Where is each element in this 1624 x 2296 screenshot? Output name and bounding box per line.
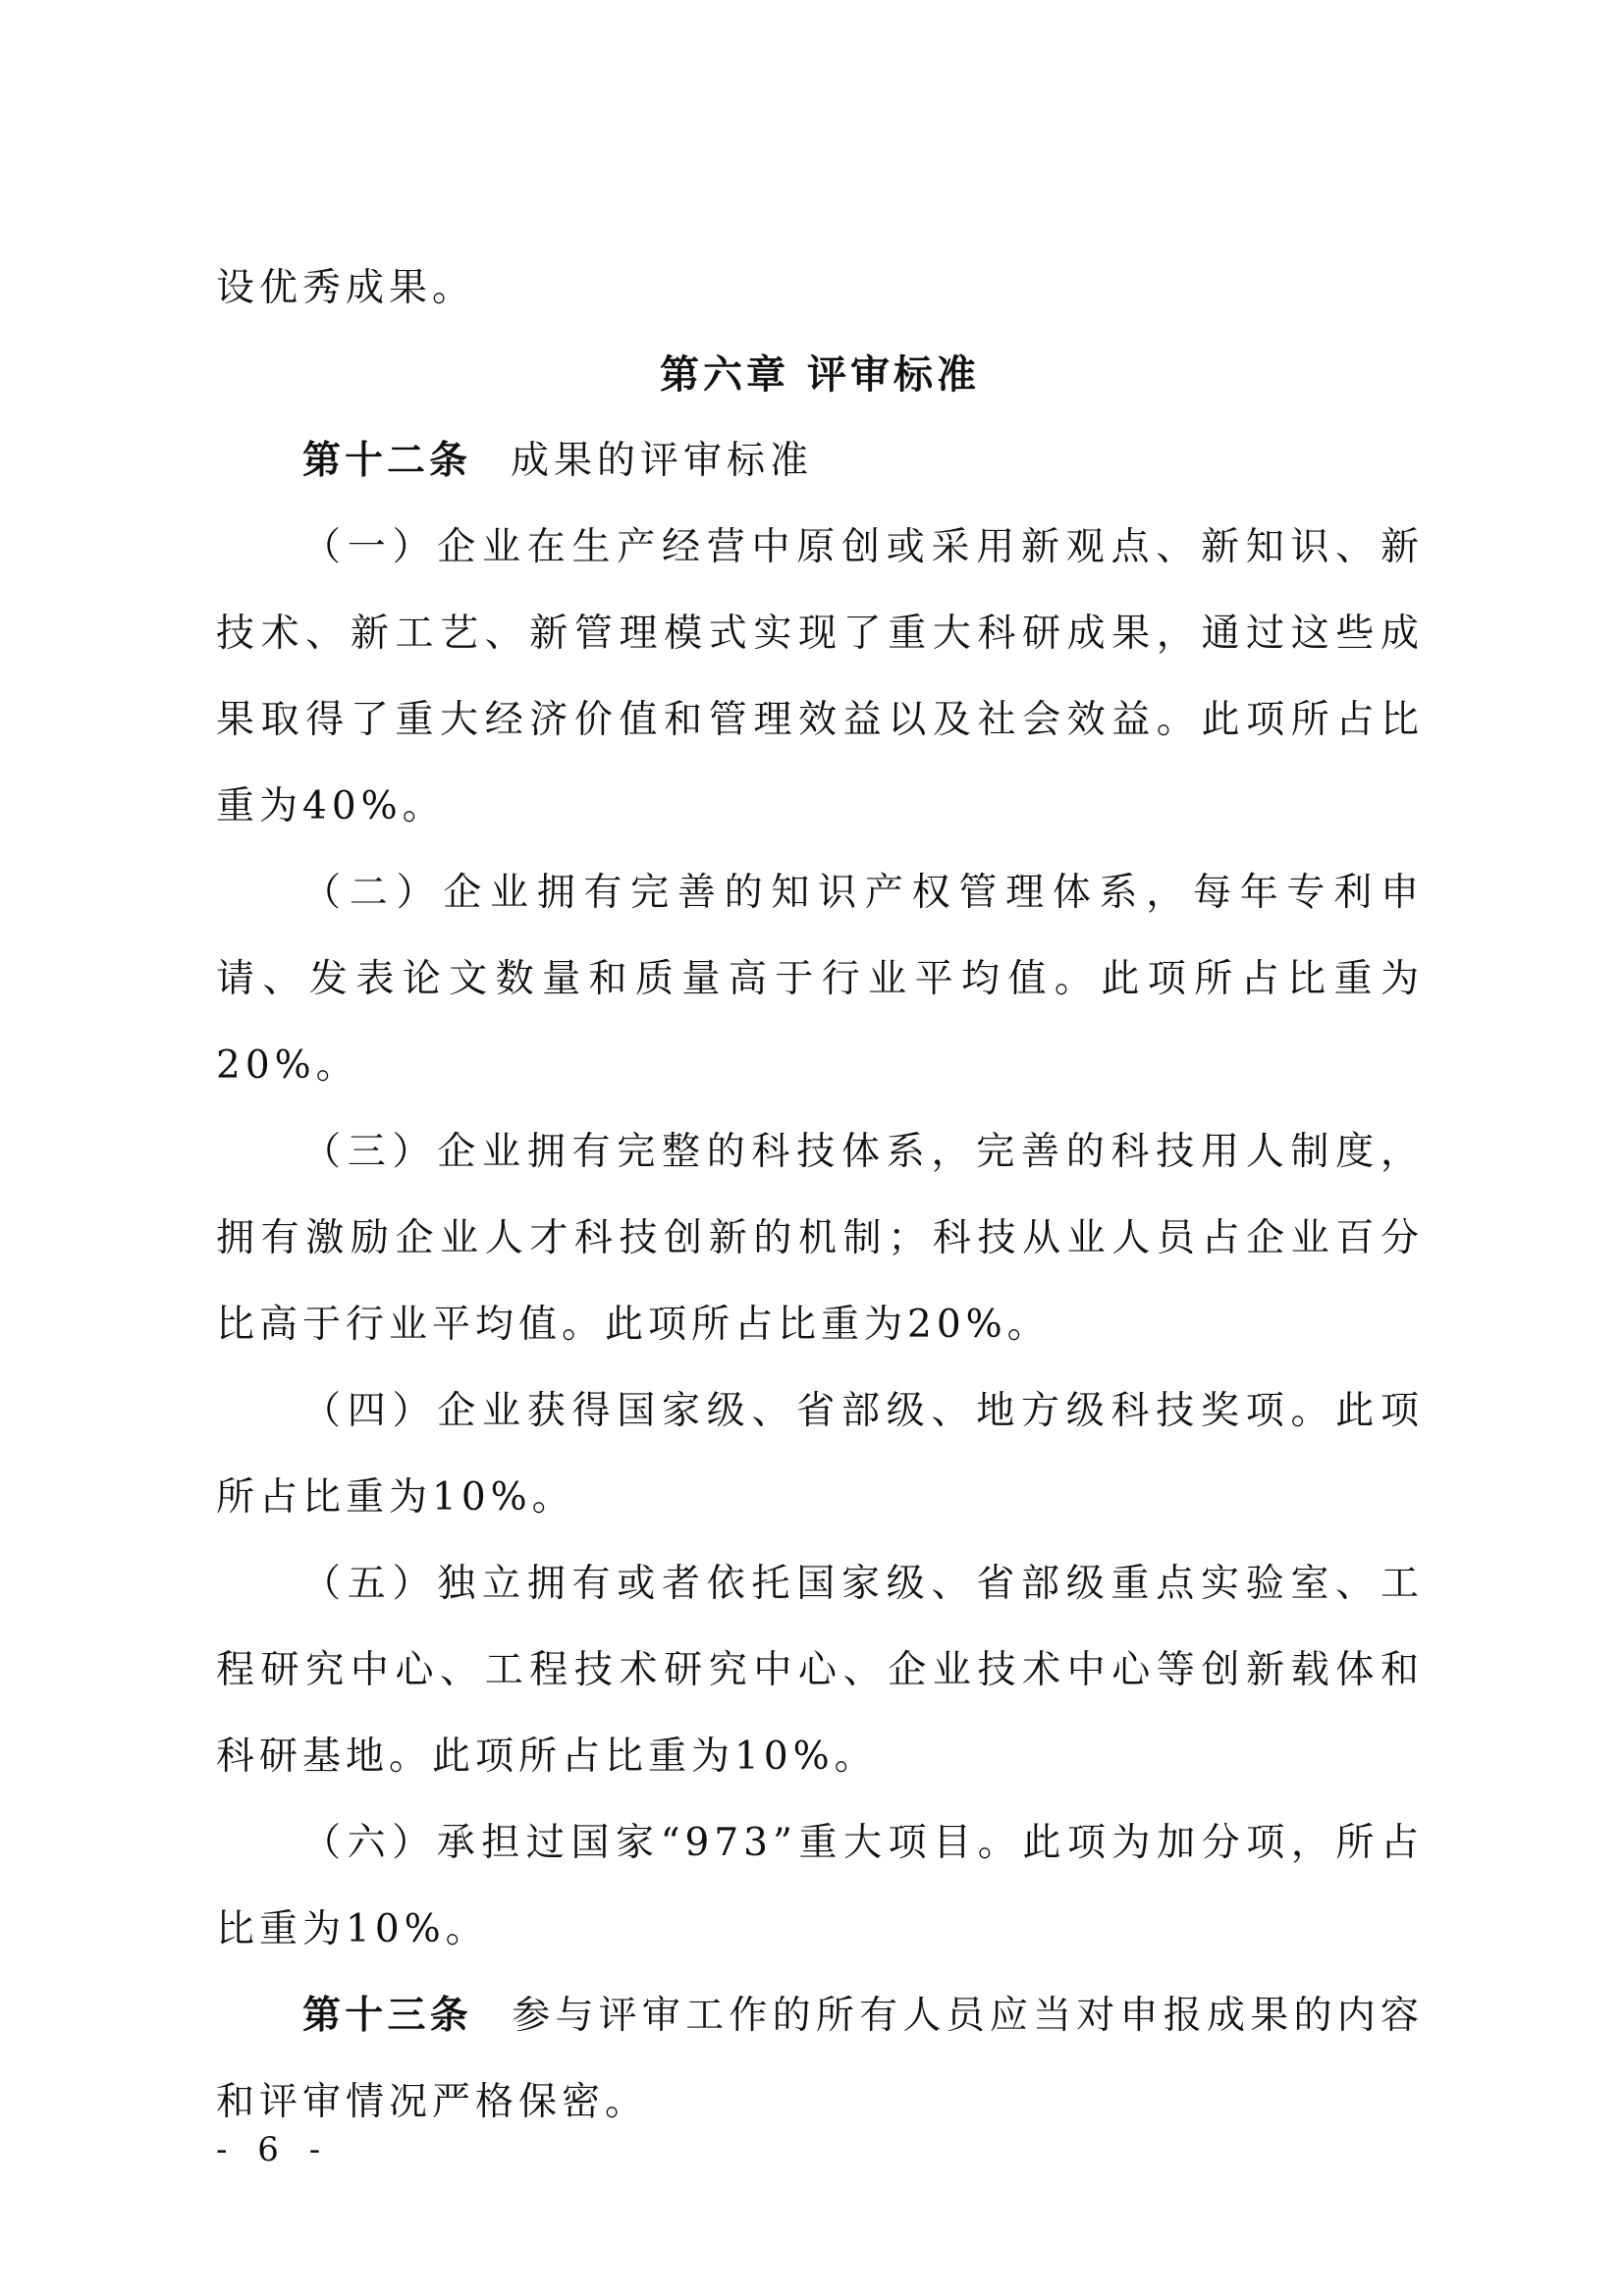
page-number: - 6 - <box>216 2130 331 2169</box>
chapter-title: 第六章 评审标准 <box>660 352 980 398</box>
article-13-title: 第十三条 <box>302 1994 472 2038</box>
article-13-text: 参与评审工作的所有人员应当对申报成果的内容和评审情况严格保密。 <box>216 1994 1424 2124</box>
article-12-text: 成果的评审标准 <box>511 439 814 483</box>
item-6: （六）承担过国家“973”重大项目。此项为加分项，所占比重为10%。 <box>216 1821 1424 1951</box>
item-5: （五）独立拥有或者依托国家级、省部级重点实验室、工程研究中心、工程技术研究中心、企业技术中心等创新载体和科研基地。此项所占比重为10%。 <box>216 1562 1424 1779</box>
article-12 <box>216 418 1424 505</box>
article-13 <box>216 1973 1424 2146</box>
document-body <box>216 245 1424 2146</box>
item-2: （二）企业拥有完善的知识产权管理体系，每年专利申请、发表论文数量和质量高于行业平均值。此项所占比重为20%。 <box>216 871 1424 1088</box>
item-3: （三）企业拥有完整的科技体系，完善的科技用人制度，拥有激励企业人才科技创新的机制；科技从业人员占企业百分比高于行业平均值。此项所占比重为20%。 <box>216 1130 1424 1347</box>
article-12-title: 第十二条 <box>302 439 472 483</box>
item-1: （一）企业在生产经营中原创或采用新观点、新知识、新技术、新工艺、新管理模式实现了重大科研成果，通过这些成果取得了重大经济价值和管理效益以及社会效益。此项所占比重为40%。 <box>216 525 1424 828</box>
item-4: （四）企业获得国家级、省部级、地方级科技奖项。此项所占比重为10%。 <box>216 1389 1424 1520</box>
intro-line: 设优秀成果。 <box>216 266 476 310</box>
